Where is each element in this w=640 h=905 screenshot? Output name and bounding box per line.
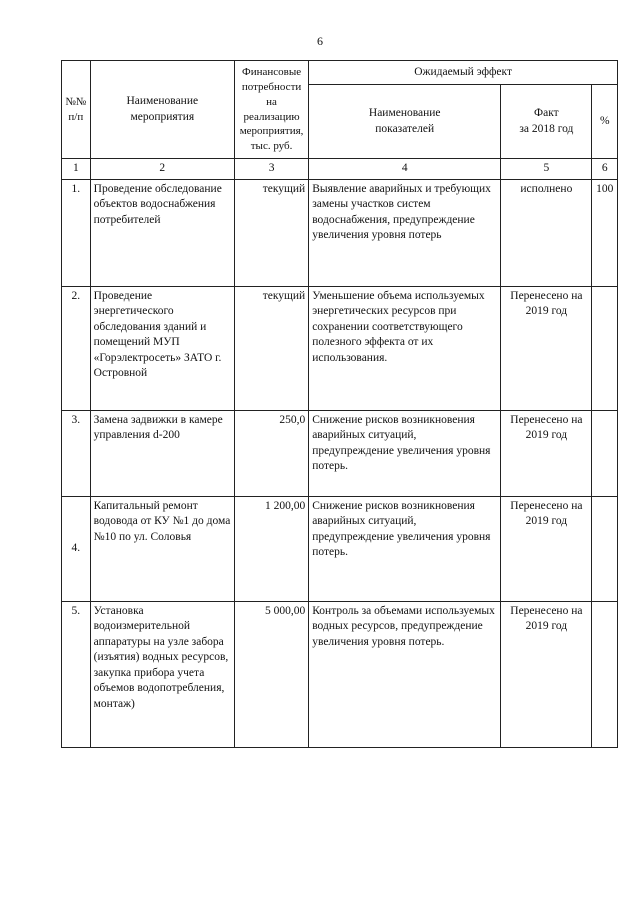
fact-cell: Перенесено на 2019 год [501, 496, 592, 601]
measures-table [61, 60, 618, 748]
table-row [62, 601, 618, 747]
fact-cell: Перенесено на 2019 год [501, 601, 592, 747]
cost-cell: текущий [234, 179, 308, 286]
percent-cell [592, 410, 618, 496]
event-name-cell: Проведение энергетического обследования зданий и помещений МУП «Горэлектросеть» ЗАТО г. Островной [90, 286, 234, 410]
row-number: 1. [62, 179, 91, 286]
fact-cell: исполнено [501, 179, 592, 286]
indicator-cell: Выявление аварийных и требующих замены участков систем водоснабжения, предупреждение увеличения уровня потерь [309, 179, 501, 286]
indicator-cell: Снижение рисков возникновения аварийных ситуаций, предупреждение увеличения уровня потерь. [309, 496, 501, 601]
indicator-cell: Снижение рисков возникновения аварийных ситуаций, предупреждение увеличения уровня потерь. [309, 410, 501, 496]
cost-cell: 250,0 [234, 410, 308, 496]
row-number: 4. [62, 496, 91, 601]
row-number: 2. [62, 286, 91, 410]
event-name-cell: Проведение обследование объектов водоснабжения потребителей [90, 179, 234, 286]
percent-cell [592, 496, 618, 601]
row-number: 5. [62, 601, 91, 747]
header-fact: Факт за 2018 год [501, 85, 592, 159]
cost-cell: текущий [234, 286, 308, 410]
header-percent: % [592, 85, 618, 159]
fact-cell: Перенесено на 2019 год [501, 286, 592, 410]
header-event-name: Наименование мероприятия [90, 61, 234, 159]
percent-cell [592, 286, 618, 410]
column-number: 6 [592, 159, 618, 180]
cost-cell: 5 000,00 [234, 601, 308, 747]
column-number: 1 [62, 159, 91, 180]
header-num: №№ п/п [62, 61, 91, 159]
column-number: 4 [309, 159, 501, 180]
column-numbers-row [62, 159, 618, 180]
row-number: 3. [62, 410, 91, 496]
fact-cell: Перенесено на 2019 год [501, 410, 592, 496]
percent-cell: 100 [592, 179, 618, 286]
header-finance: Финансовые потребности на реализацию мероприятия, тыс. руб. [234, 61, 308, 159]
column-number: 5 [501, 159, 592, 180]
percent-cell [592, 601, 618, 747]
page-number: 6 [317, 34, 323, 48]
table-row [62, 496, 618, 601]
table-row [62, 410, 618, 496]
table-row [62, 179, 618, 286]
event-name-cell: Капитальный ремонт водовода от КУ №1 до дома №10 по ул. Соловья [90, 496, 234, 601]
event-name-cell: Замена задвижки в камере управления d-200 [90, 410, 234, 496]
table-row [62, 286, 618, 410]
event-name-cell: Установка водоизмерительной аппаратуры на узле забора (изъятия) водных ресурсов, закупка прибора учета объемов водопотребления, монтаж) [90, 601, 234, 747]
cost-cell: 1 200,00 [234, 496, 308, 601]
header-indicators: Наименование показателей [309, 85, 501, 159]
column-number: 3 [234, 159, 308, 180]
header-expected-effect: Ожидаемый эффект [309, 61, 618, 85]
indicator-cell: Контроль за объемами используемых водных ресурсов, предупреждение увеличения уровня потерь. [309, 601, 501, 747]
column-number: 2 [90, 159, 234, 180]
indicator-cell: Уменьшение объема используемых энергетических ресурсов при сохранении соответствующего полезного эффекта от их использования. [309, 286, 501, 410]
